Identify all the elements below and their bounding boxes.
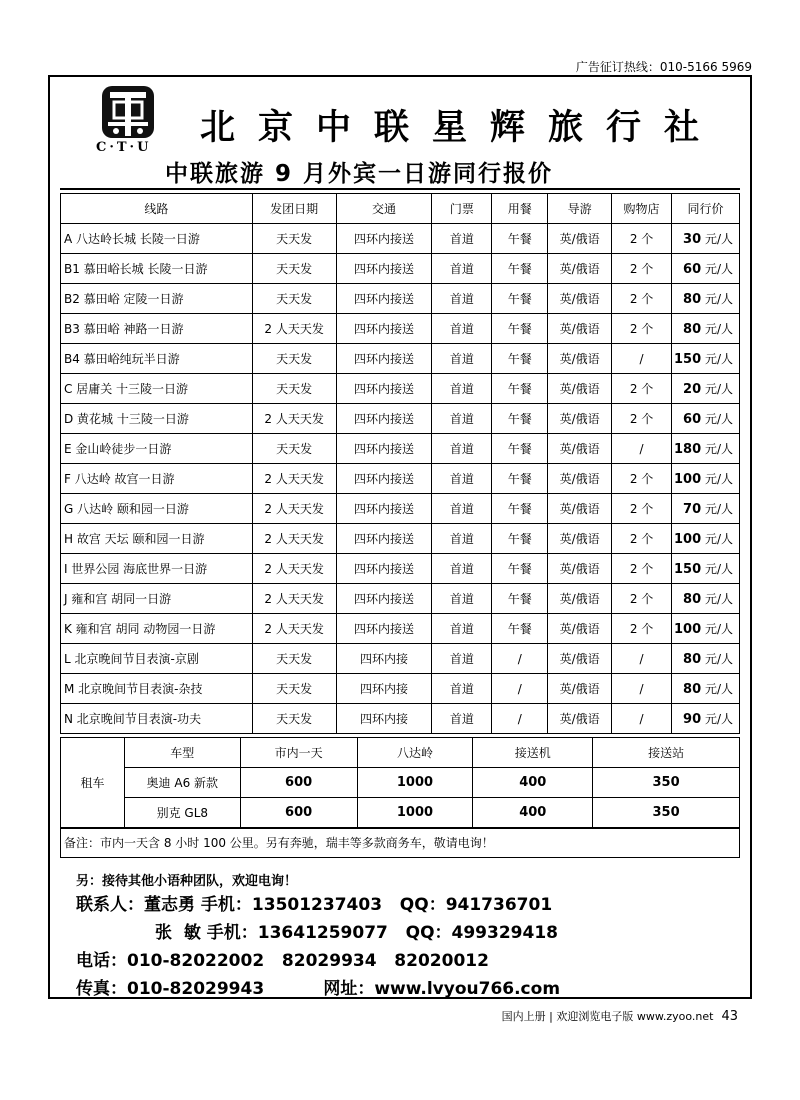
table-row [61, 434, 740, 464]
price-unit: 元/人 [704, 532, 733, 546]
cell-shop: 2 个 [612, 494, 672, 524]
cell-transport: 四环内接送 [336, 344, 432, 374]
cell-meal: 午餐 [492, 314, 548, 344]
cell-meal: 午餐 [492, 434, 548, 464]
price-value: 80 [683, 682, 702, 697]
cell-meal: 午餐 [492, 464, 548, 494]
car-cell-city: 600 [240, 768, 357, 798]
cell-transport: 四环内接送 [336, 374, 432, 404]
car-cell-badaling: 1000 [357, 798, 473, 828]
cell-route: A 八达岭长城 长陵一日游 [61, 224, 253, 254]
car-rental-table [60, 737, 740, 828]
cell-guide: 英/俄语 [548, 404, 612, 434]
route-price-table [60, 193, 740, 734]
cell-date: 2 人天天发 [252, 614, 336, 644]
cell-meal: 午餐 [492, 614, 548, 644]
cell-price [672, 434, 740, 464]
cell-guide: 英/俄语 [548, 614, 612, 644]
cell-ticket: 首道 [432, 554, 492, 584]
page-number: 43 [721, 1009, 738, 1024]
cell-route: B2 慕田峪 定陵一日游 [61, 284, 253, 314]
cell-guide: 英/俄语 [548, 494, 612, 524]
cell-route: D 黄花城 十三陵一日游 [61, 404, 253, 434]
cell-meal: 午餐 [492, 404, 548, 434]
cell-shop: 2 个 [612, 374, 672, 404]
cell-date: 天天发 [252, 434, 336, 464]
column-header: 导游 [548, 194, 612, 224]
cell-transport: 四环内接送 [336, 314, 432, 344]
price-unit: 元/人 [704, 592, 733, 606]
table-row [61, 224, 740, 254]
cell-shop: 2 个 [612, 584, 672, 614]
cell-price [672, 314, 740, 344]
price-value: 100 [673, 622, 702, 637]
cell-transport: 四环内接送 [336, 584, 432, 614]
cell-transport: 四环内接送 [336, 284, 432, 314]
cell-date: 天天发 [252, 254, 336, 284]
seal-emblem-icon [92, 84, 164, 142]
cell-guide: 英/俄语 [548, 524, 612, 554]
car-cell-badaling: 1000 [357, 768, 473, 798]
table-row [61, 464, 740, 494]
cell-shop: 2 个 [612, 404, 672, 434]
cell-date: 2 人天天发 [252, 404, 336, 434]
price-value: 30 [683, 232, 702, 247]
cell-ticket: 首道 [432, 584, 492, 614]
cell-date: 天天发 [252, 374, 336, 404]
cell-meal: 午餐 [492, 344, 548, 374]
price-unit: 元/人 [704, 712, 733, 726]
table-row [61, 554, 740, 584]
car-header-row [61, 738, 740, 768]
price-unit: 元/人 [704, 652, 733, 666]
cell-route: F 八达岭 故宫一日游 [61, 464, 253, 494]
cell-ticket: 首道 [432, 674, 492, 704]
cell-guide: 英/俄语 [548, 374, 612, 404]
cell-guide: 英/俄语 [548, 674, 612, 704]
cell-price [672, 404, 740, 434]
cell-shop: 2 个 [612, 524, 672, 554]
cell-date: 2 人天天发 [252, 464, 336, 494]
page-title: 中联旅游 9 月外宾一日游同行报价 [165, 161, 554, 187]
cell-price [672, 494, 740, 524]
price-value: 80 [683, 292, 702, 307]
cell-guide: 英/俄语 [548, 644, 612, 674]
cell-shop: 2 个 [612, 614, 672, 644]
cell-price [672, 704, 740, 734]
car-cell-model: 奥迪 A6 新款 [124, 768, 240, 798]
cell-route: L 北京晚间节目表演-京剧 [61, 644, 253, 674]
car-row [61, 798, 740, 828]
table-header [61, 194, 740, 224]
table-row [61, 314, 740, 344]
cell-date: 2 人天天发 [252, 494, 336, 524]
column-header: 用餐 [492, 194, 548, 224]
table-row [61, 644, 740, 674]
cell-date: 2 人天天发 [252, 314, 336, 344]
cell-date: 天天发 [252, 284, 336, 314]
cell-date: 2 人天天发 [252, 584, 336, 614]
price-value: 100 [673, 532, 702, 547]
cell-shop: 2 个 [612, 224, 672, 254]
price-value: 180 [673, 442, 702, 457]
cell-ticket: 首道 [432, 344, 492, 374]
cell-transport: 四环内接送 [336, 554, 432, 584]
cell-transport: 四环内接送 [336, 524, 432, 554]
cell-meal: 午餐 [492, 494, 548, 524]
cell-price [672, 284, 740, 314]
price-value: 60 [683, 412, 702, 427]
cell-guide: 英/俄语 [548, 284, 612, 314]
cell-route: K 雍和宫 胡同 动物园一日游 [61, 614, 253, 644]
price-value: 60 [683, 262, 702, 277]
car-cell-station: 350 [593, 798, 740, 828]
table-row [61, 584, 740, 614]
cell-shop: 2 个 [612, 554, 672, 584]
ad-hotline: 广告征订热线：010-5166 5969 [575, 60, 752, 74]
price-unit: 元/人 [704, 682, 733, 696]
cell-guide: 英/俄语 [548, 254, 612, 284]
price-unit: 元/人 [704, 622, 733, 636]
cell-price [672, 644, 740, 674]
column-header: 门票 [432, 194, 492, 224]
cell-route: M 北京晚间节目表演-杂技 [61, 674, 253, 704]
cell-shop: / [612, 344, 672, 374]
price-unit: 元/人 [704, 562, 733, 576]
car-column-header: 接送站 [593, 738, 740, 768]
cell-guide: 英/俄语 [548, 344, 612, 374]
cell-ticket: 首道 [432, 494, 492, 524]
cell-price [672, 524, 740, 554]
price-value: 150 [673, 352, 702, 367]
cell-date: 天天发 [252, 674, 336, 704]
cell-ticket: 首道 [432, 284, 492, 314]
table-row [61, 404, 740, 434]
cell-price [672, 674, 740, 704]
table-row [61, 704, 740, 734]
car-column-header: 市内一天 [240, 738, 357, 768]
cell-route: H 故宫 天坛 颐和园一日游 [61, 524, 253, 554]
footer [502, 1008, 738, 1024]
cell-transport: 四环内接送 [336, 494, 432, 524]
cell-price [672, 254, 740, 284]
cell-transport: 四环内接 [336, 704, 432, 734]
cell-ticket: 首道 [432, 464, 492, 494]
price-unit: 元/人 [704, 382, 733, 396]
cell-shop: 2 个 [612, 464, 672, 494]
cell-meal: 午餐 [492, 374, 548, 404]
cell-date: 天天发 [252, 224, 336, 254]
cell-price [672, 224, 740, 254]
price-unit: 元/人 [704, 262, 733, 276]
cell-ticket: 首道 [432, 644, 492, 674]
cell-meal: 午餐 [492, 554, 548, 584]
car-cell-model: 别克 GL8 [124, 798, 240, 828]
cell-route: J 雍和宫 胡同一日游 [61, 584, 253, 614]
cell-date: 天天发 [252, 644, 336, 674]
cell-price [672, 584, 740, 614]
cell-guide: 英/俄语 [548, 224, 612, 254]
contact-line-2: 张 敏 手机：13641259077 QQ：499329418 [155, 923, 558, 943]
cell-transport: 四环内接送 [336, 614, 432, 644]
cell-ticket: 首道 [432, 374, 492, 404]
cell-guide: 英/俄语 [548, 314, 612, 344]
cell-ticket: 首道 [432, 614, 492, 644]
car-cell-city: 600 [240, 798, 357, 828]
car-row [61, 768, 740, 798]
cell-meal: 午餐 [492, 254, 548, 284]
other-languages-note: 另：接待其他小语种团队，欢迎电询！ [76, 874, 298, 889]
divider [60, 188, 740, 190]
cell-route: B1 慕田峪长城 长陵一日游 [61, 254, 253, 284]
cell-ticket: 首道 [432, 524, 492, 554]
cell-ticket: 首道 [432, 254, 492, 284]
cell-date: 2 人天天发 [252, 524, 336, 554]
ctu-logo [92, 84, 164, 162]
table-row [61, 614, 740, 644]
cell-meal: / [492, 644, 548, 674]
cell-shop: / [612, 704, 672, 734]
cell-meal: 午餐 [492, 524, 548, 554]
car-column-header: 八达岭 [357, 738, 473, 768]
cell-meal: 午餐 [492, 284, 548, 314]
cell-shop: / [612, 674, 672, 704]
price-value: 80 [683, 652, 702, 667]
car-cell-airport: 400 [473, 798, 593, 828]
cell-shop: 2 个 [612, 284, 672, 314]
cell-transport: 四环内接 [336, 644, 432, 674]
cell-meal: / [492, 674, 548, 704]
cell-route: B3 慕田峪 神路一日游 [61, 314, 253, 344]
cell-guide: 英/俄语 [548, 464, 612, 494]
price-unit: 元/人 [704, 322, 733, 336]
car-column-header: 接送机 [473, 738, 593, 768]
cell-guide: 英/俄语 [548, 434, 612, 464]
table-row [61, 374, 740, 404]
cell-price [672, 554, 740, 584]
price-value: 100 [673, 472, 702, 487]
cell-transport: 四环内接送 [336, 404, 432, 434]
car-cell-station: 350 [593, 768, 740, 798]
cell-date: 天天发 [252, 704, 336, 734]
cell-shop: / [612, 434, 672, 464]
column-header: 线路 [61, 194, 253, 224]
cell-price [672, 614, 740, 644]
cell-shop: 2 个 [612, 254, 672, 284]
table-row [61, 494, 740, 524]
cell-ticket: 首道 [432, 434, 492, 464]
car-column-header: 车型 [124, 738, 240, 768]
cell-transport: 四环内接送 [336, 224, 432, 254]
cell-ticket: 首道 [432, 224, 492, 254]
cell-price [672, 344, 740, 374]
cell-transport: 四环内接送 [336, 254, 432, 284]
cell-shop: 2 个 [612, 314, 672, 344]
column-header: 同行价 [672, 194, 740, 224]
cell-ticket: 首道 [432, 704, 492, 734]
cell-date: 2 人天天发 [252, 554, 336, 584]
table-row [61, 284, 740, 314]
rental-note: 备注：市内一天含 8 小时 100 公里。另有奔驰，瑞丰等多款商务车，敬请电询！ [60, 828, 740, 858]
car-cell-airport: 400 [473, 768, 593, 798]
price-unit: 元/人 [704, 472, 733, 486]
phone-line: 电话：010-82022002 82029934 82020012 [76, 951, 489, 971]
logo-text: C·T·U [96, 140, 152, 155]
cell-date: 天天发 [252, 344, 336, 374]
cell-transport: 四环内接送 [336, 434, 432, 464]
price-unit: 元/人 [704, 232, 733, 246]
fax-website-line: 传真：010-82029943 网址：www.lvyou766.com [76, 979, 561, 999]
price-value: 80 [683, 322, 702, 337]
cell-guide: 英/俄语 [548, 704, 612, 734]
table-row [61, 524, 740, 554]
column-header: 购物店 [612, 194, 672, 224]
cell-guide: 英/俄语 [548, 554, 612, 584]
cell-price [672, 464, 740, 494]
agency-name: 北京中联星辉旅行社 [200, 108, 723, 148]
price-unit: 元/人 [704, 442, 733, 456]
cell-route: C 居庸关 十三陵一日游 [61, 374, 253, 404]
price-unit: 元/人 [704, 502, 733, 516]
price-value: 20 [683, 382, 702, 397]
contact-line-1: 联系人：董志勇 手机：13501237403 QQ：941736701 [76, 895, 553, 915]
cell-route: G 八达岭 颐和园一日游 [61, 494, 253, 524]
cell-ticket: 首道 [432, 404, 492, 434]
table-row [61, 254, 740, 284]
cell-meal: 午餐 [492, 584, 548, 614]
price-value: 70 [683, 502, 702, 517]
cell-transport: 四环内接送 [336, 464, 432, 494]
column-header: 交通 [336, 194, 432, 224]
price-value: 90 [683, 712, 702, 727]
price-value: 150 [673, 562, 702, 577]
cell-shop: / [612, 644, 672, 674]
column-header: 发团日期 [252, 194, 336, 224]
cell-route: E 金山岭徒步一日游 [61, 434, 253, 464]
price-unit: 元/人 [704, 352, 733, 366]
car-rental-label: 租车 [61, 738, 125, 828]
price-value: 80 [683, 592, 702, 607]
table-row [61, 674, 740, 704]
cell-route: I 世界公园 海底世界一日游 [61, 554, 253, 584]
price-unit: 元/人 [704, 292, 733, 306]
footer-text: 国内上册 | 欢迎浏览电子版 www.zyoo.net [501, 1010, 714, 1023]
cell-price [672, 374, 740, 404]
cell-route: B4 慕田峪纯玩半日游 [61, 344, 253, 374]
cell-transport: 四环内接 [336, 674, 432, 704]
table-row [61, 344, 740, 374]
price-unit: 元/人 [704, 412, 733, 426]
cell-route: N 北京晚间节目表演-功夫 [61, 704, 253, 734]
cell-guide: 英/俄语 [548, 584, 612, 614]
cell-meal: / [492, 704, 548, 734]
cell-meal: 午餐 [492, 224, 548, 254]
cell-ticket: 首道 [432, 314, 492, 344]
